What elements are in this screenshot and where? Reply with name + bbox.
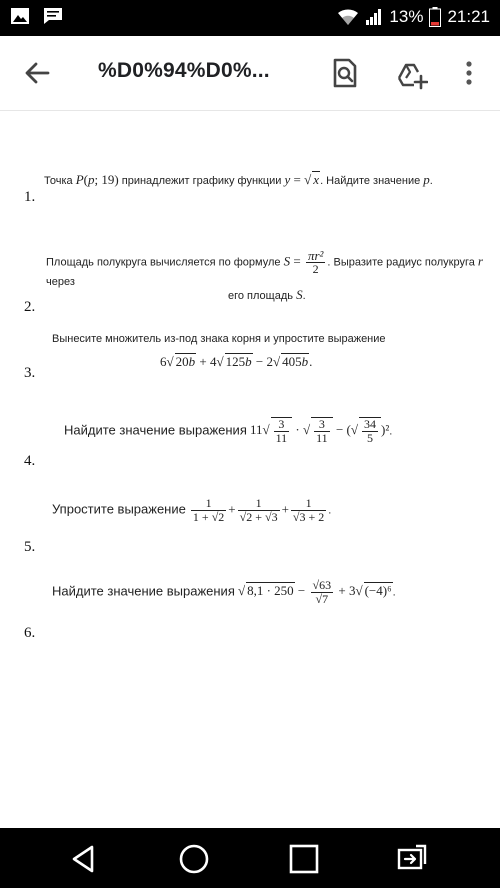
navigation-bar — [0, 828, 500, 888]
problem-3-number: 3. — [24, 365, 36, 381]
problem-1-text: Точка P(p; 19) принадлежит графику функции y = √ x. Найдите значение p. — [44, 172, 433, 187]
wifi-icon — [337, 8, 359, 26]
battery-percent: 13% — [389, 7, 424, 26]
document-page[interactable] — [0, 111, 500, 828]
app-bar — [0, 36, 500, 111]
problem-6-number: 6. — [24, 625, 36, 641]
nav-home-icon[interactable] — [178, 843, 210, 875]
find-in-page-icon[interactable] — [328, 56, 362, 90]
gallery-icon — [10, 6, 30, 26]
problem-2-text: Площадь полукруга вычисляется по формуле S = $\frac{\text{πr²}}{2}$ . Выразите радиус полукруга r через — [46, 248, 483, 288]
problem-5-number: 5. — [24, 539, 36, 555]
clock: 21:21 — [447, 7, 490, 26]
problem-4-number: 4. — [24, 453, 36, 469]
more-vert-icon[interactable] — [452, 56, 486, 90]
add-to-drive-icon[interactable] — [394, 56, 428, 90]
problem-2-text-line2: его площадь S. — [228, 287, 306, 302]
nav-recents-icon[interactable] — [288, 843, 320, 875]
document-title: %D0%94%D0%... — [98, 59, 270, 82]
problem-1-number: 1. — [24, 189, 36, 205]
nav-back-icon[interactable] — [68, 843, 100, 875]
message-icon — [42, 6, 64, 26]
nav-switch-icon[interactable] — [396, 843, 428, 875]
problem-6-text: Найдите значение выражения √ 8,1 · 250 − $\frac{√63}{√7}$ + 3√ (−4)⁶. — [52, 578, 396, 606]
battery-icon — [429, 7, 441, 27]
problem-4-text: Найдите значение выражения 11√ $\frac{3}{11}$ · √ $\frac{3}{11}$ − (√ $\frac{34}{5}$ )². — [64, 417, 393, 445]
arrow-back-icon[interactable] — [22, 58, 52, 88]
problem-3-text: Вынесите множитель из-под знака корня и упростите выражение — [52, 333, 386, 345]
status-bar — [0, 0, 500, 36]
point-p: P — [75, 172, 84, 187]
problem-2-number: 2. — [24, 299, 36, 315]
problem-5-text: Упростите выражение $\frac{1}{1 + √2}$ + $\frac{1}{√2 + √3}$ + $\frac{1}{√3 + 2}$ . — [52, 496, 332, 524]
problem-3-expression: 6√ 20b + 4√ 125b − 2√ 405b. — [160, 354, 313, 369]
signal-icon — [365, 8, 383, 26]
